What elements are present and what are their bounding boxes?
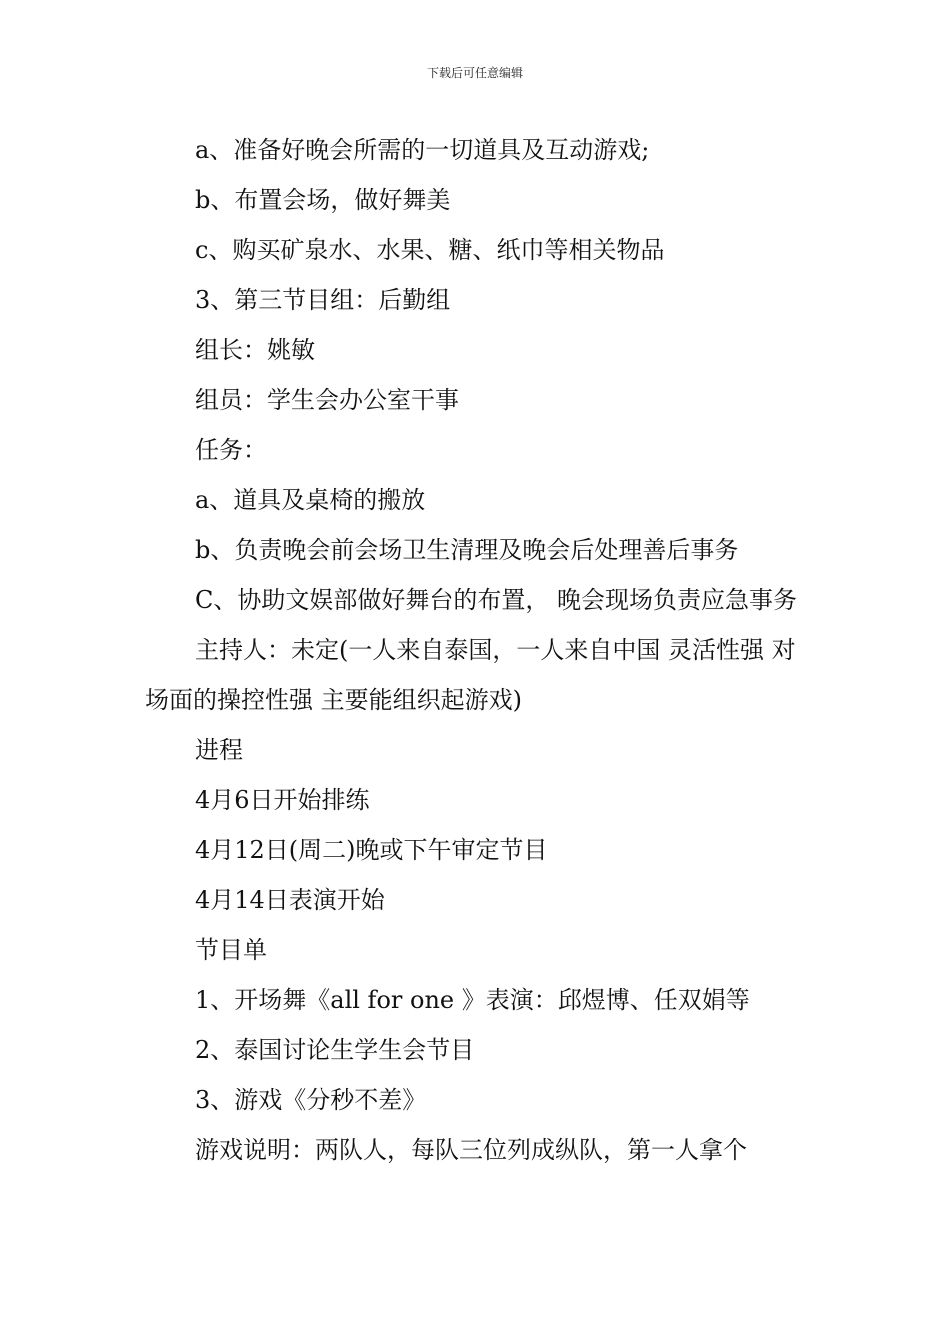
paragraph: 2、泰国讨论生学生会节目 [195,1036,475,1064]
paragraph: 4月14日表演开始 [195,886,385,914]
paragraph: C、协助文娱部做好舞台的布置， 晚会现场负责应急事务 [195,586,797,614]
document-body [145,125,815,1175]
paragraph: 节目单 [195,936,267,964]
paragraph: 3、游戏《分秒不差》 [195,1086,427,1114]
paragraph: 组长：姚敏 [195,336,315,364]
paragraph: b、负责晚会前会场卫生清理及晚会后处理善后事务 [195,536,739,564]
paragraph: a、道具及桌椅的搬放 [195,486,426,514]
paragraph: 1、开场舞《all for one 》表演：邱煜博、任双娟等 [195,986,750,1014]
paragraph: 3、第三节目组：后勤组 [195,286,451,314]
paragraph: 主持人：未定(一人来自泰国，一人来自中国 灵活性强 对场面的操控性强 主要能组织起游戏) [145,636,796,714]
page-header-note: 下载后可任意编辑 [426,66,523,80]
paragraph: 进程 [195,736,243,764]
paragraph: b、布置会场，做好舞美 [195,186,451,214]
paragraph: 任务： [195,436,267,464]
paragraph: 4月6日开始排练 [195,786,370,814]
paragraph: a、准备好晚会所需的一切道具及互动游戏; [195,136,650,164]
paragraph: 游戏说明：两队人，每队三位列成纵队，第一人拿个 [195,1136,747,1164]
paragraph: 组员：学生会办公室干事 [195,386,459,414]
paragraph: c、购买矿泉水、水果、糖、纸巾等相关物品 [195,236,665,264]
paragraph: 4月12日(周二)晚或下午审定节目 [195,836,548,864]
